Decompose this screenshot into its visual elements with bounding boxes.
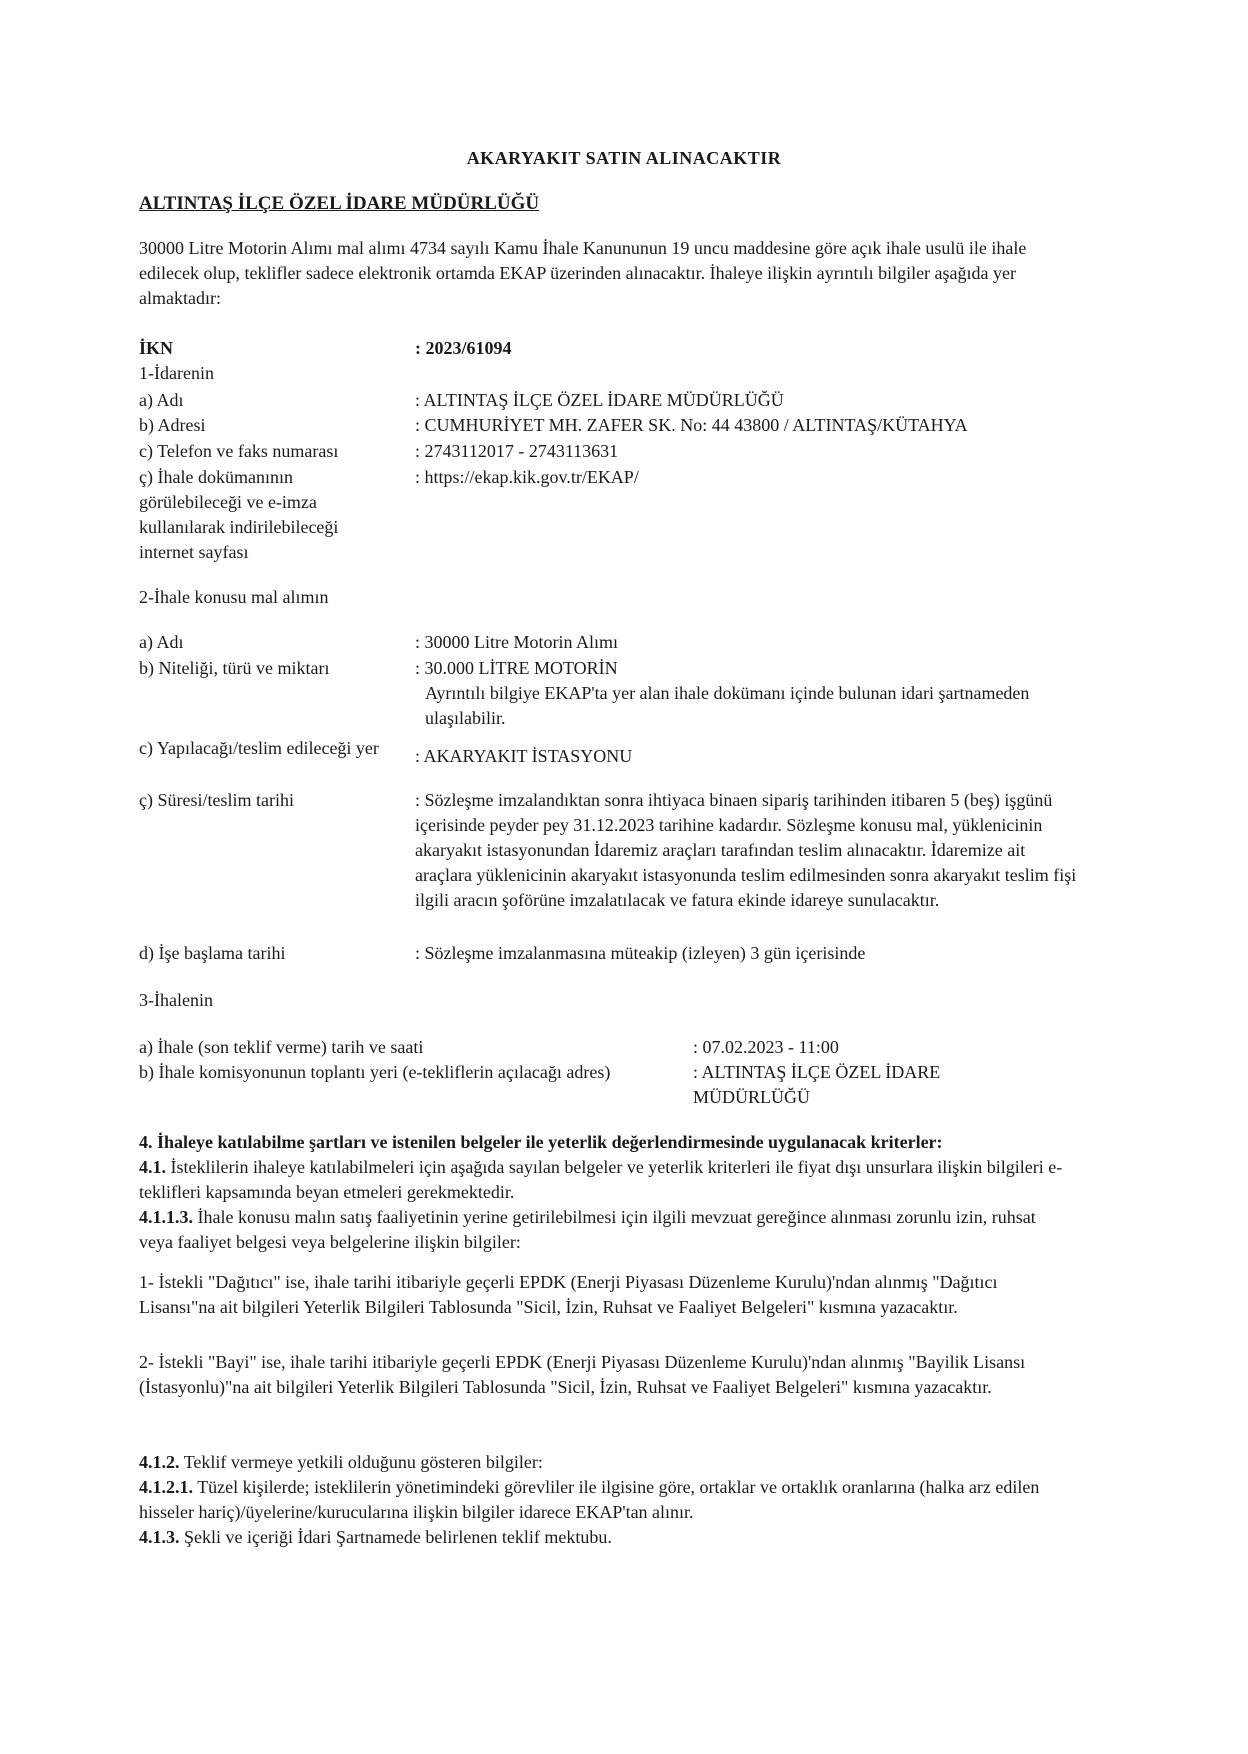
ikn-label: İKN [139, 338, 174, 358]
section2-row-label: ç) Süresi/teslim tarihi [139, 790, 294, 810]
section3-row-value: : 07.02.2023 - 11:00 [693, 1037, 839, 1057]
section1-row-label: ç) İhale dokümanının görülebileceği ve e-imza kullanılarak indirilebileceği internet sayfası [139, 467, 339, 562]
ikn-value: : 2023/61094 [415, 338, 512, 358]
paragraph-number: 4.1.1.3. [139, 1207, 193, 1227]
paragraph-4-1-2-1 [139, 1475, 1069, 1525]
section2-row-label: c) Yapılacağı/teslim edileceği yer [139, 738, 379, 758]
section3-heading: 3-İhalenin [139, 990, 213, 1010]
paragraph-number: 4.1.2.1. [139, 1477, 193, 1497]
section3-row-value: : ALTINTAŞ İLÇE ÖZEL İDARE MÜDÜRLÜĞÜ [693, 1062, 941, 1107]
paragraph-text: Şekli ve içeriği İdari Şartnamede belirlenen teklif mektubu. [184, 1527, 612, 1547]
section1-row-value: : ALTINTAŞ İLÇE ÖZEL İDARE MÜDÜRLÜĞÜ [415, 390, 784, 410]
section2-row-label: a) Adı [139, 632, 184, 652]
paragraph-4-1-2 [139, 1450, 1069, 1475]
section1-row-label: b) Adresi [139, 415, 206, 435]
section2-row-value: : Sözleşme imzalanmasına müteakip (izleyen) 3 gün içerisinde [415, 943, 866, 963]
section2-row-label: b) Niteliği, türü ve miktarı [139, 658, 330, 678]
section4-heading: 4. İhaleye katılabilme şartları ve istenilen belgeler ile yeterlik değerlendirmesinde uygulanacak kriterler: [139, 1132, 943, 1152]
section1-row-label: c) Telefon ve faks numarası [139, 441, 339, 461]
section2-row-label: d) İşe başlama tarihi [139, 943, 286, 963]
paragraph-number: 4.1.3. [139, 1527, 180, 1547]
section2-row-value: : 30.000 LİTRE MOTORİN [415, 658, 618, 678]
paragraph-4-1-1-3 [139, 1205, 1069, 1255]
section2-row-value: : Sözleşme imzalandıktan sonra ihtiyaca binaen sipariş tarihinden itibaren 5 (beş) işgünü içerisinde peyder pey 31.12.2023 tarihine kadardır. Sözleşme konusu mal, yüklenicinin akaryakıt istasyonundan İdaremiz araçları tarafından teslim alınacaktır. İdaremize ait araçlara yüklenicinin akaryakıt istasyonunda teslim edilmesinden sonra akaryakıt teslim fişi ilgili aracın şoförüne imzalatılacak ve fatura ekinde idareye sunulacaktır. [415, 790, 1077, 910]
section3-row-label: b) İhale komisyonunun toplantı yeri (e-tekliflerin açılacağı adres) [139, 1062, 611, 1082]
section2-row-value: : AKARYAKIT İSTASYONU [415, 746, 633, 766]
section2-heading: 2-İhale konusu mal alımın [139, 587, 329, 607]
section1-row-value: : https://ekap.kik.gov.tr/EKAP/ [415, 467, 639, 487]
license-item-dealer: 2- İstekli "Bayi" ise, ihale tarihi itibariyle geçerli EPDK (Enerji Piyasası Düzenleme Kurulu)'ndan alınmış "Bayilik Lisansı (İstasyonlu)"na ait bilgileri Yeterlik Bilgileri Tablosunda "Sicil, İzin, Ruhsat ve Faaliyet Belgeleri" kısmına yazacaktır. [139, 1352, 1026, 1397]
document-title: AKARYAKIT SATIN ALINACAKTIR [466, 148, 782, 168]
section1-row-value: : 2743112017 - 2743113631 [415, 441, 619, 461]
paragraph-text: Tüzel kişilerde; isteklilerin yönetimindeki görevliler ile ilgisine göre, ortaklar ve ortaklık oranlarına (halka arz edilen hisseler hariç)/üyelerine/kurucularına ilişkin bilgiler idarece EKAP'tan alınır. [139, 1477, 1040, 1522]
section2-row-note: Ayrıntılı bilgiye EKAP'ta yer alan ihale dokümanı içinde bulunan idari şartnameden ulaşılabilir. [425, 683, 1030, 728]
section1-row-label: a) Adı [139, 390, 184, 410]
intro-paragraph: 30000 Litre Motorin Alımı mal alımı 4734 sayılı Kamu İhale Kanununun 19 uncu maddesine göre açık ihale usulü ile ihale edilecek olup, teklifler sadece elektronik ortamda EKAP üzerinden alınacaktır. İhaleye ilişkin ayrıntılı bilgiler aşağıda yer almaktadır: [139, 238, 1027, 308]
paragraph-4-1-3 [139, 1525, 1069, 1550]
license-item-distributor: 1- İstekli "Dağıtıcı" ise, ihale tarihi itibariyle geçerli EPDK (Enerji Piyasası Düzenleme Kurulu)'ndan alınmış "Dağıtıcı Lisansı"na ait bilgileri Yeterlik Bilgileri Tablosunda "Sicil, İzin, Ruhsat ve Faaliyet Belgeleri" kısmına yazacaktır. [139, 1272, 998, 1317]
section2-row-value: : 30000 Litre Motorin Alımı [415, 632, 618, 652]
section3-row-label: a) İhale (son teklif verme) tarih ve saati [139, 1037, 424, 1057]
paragraph-number: 4.1. [139, 1157, 166, 1177]
paragraph-4-1 [139, 1155, 1069, 1205]
section1-heading: 1-İdarenin [139, 363, 214, 383]
paragraph-text: İhale konusu malın satış faaliyetinin yerine getirilebilmesi için ilgili mevzuat gereğince alınması zorunlu izin, ruhsat veya faaliyet belgesi veya belgelerine ilişkin bilgiler: [139, 1207, 1036, 1252]
paragraph-number: 4.1.2. [139, 1452, 180, 1472]
section1-row-value: : CUMHURİYET MH. ZAFER SK. No: 44 43800 / ALTINTAŞ/KÜTAHYA [415, 415, 968, 435]
authority-heading: ALTINTAŞ İLÇE ÖZEL İDARE MÜDÜRLÜĞÜ [139, 193, 540, 214]
paragraph-text: İsteklilerin ihaleye katılabilmeleri için aşağıda sayılan belgeler ve yeterlik kriterleri ile fiyat dışı unsurlara ilişkin bilgileri e-teklifleri kapsamında beyan etmeleri gerekmektedir. [139, 1157, 1063, 1202]
paragraph-text: Teklif vermeye yetkili olduğunu gösteren bilgiler: [183, 1452, 543, 1472]
